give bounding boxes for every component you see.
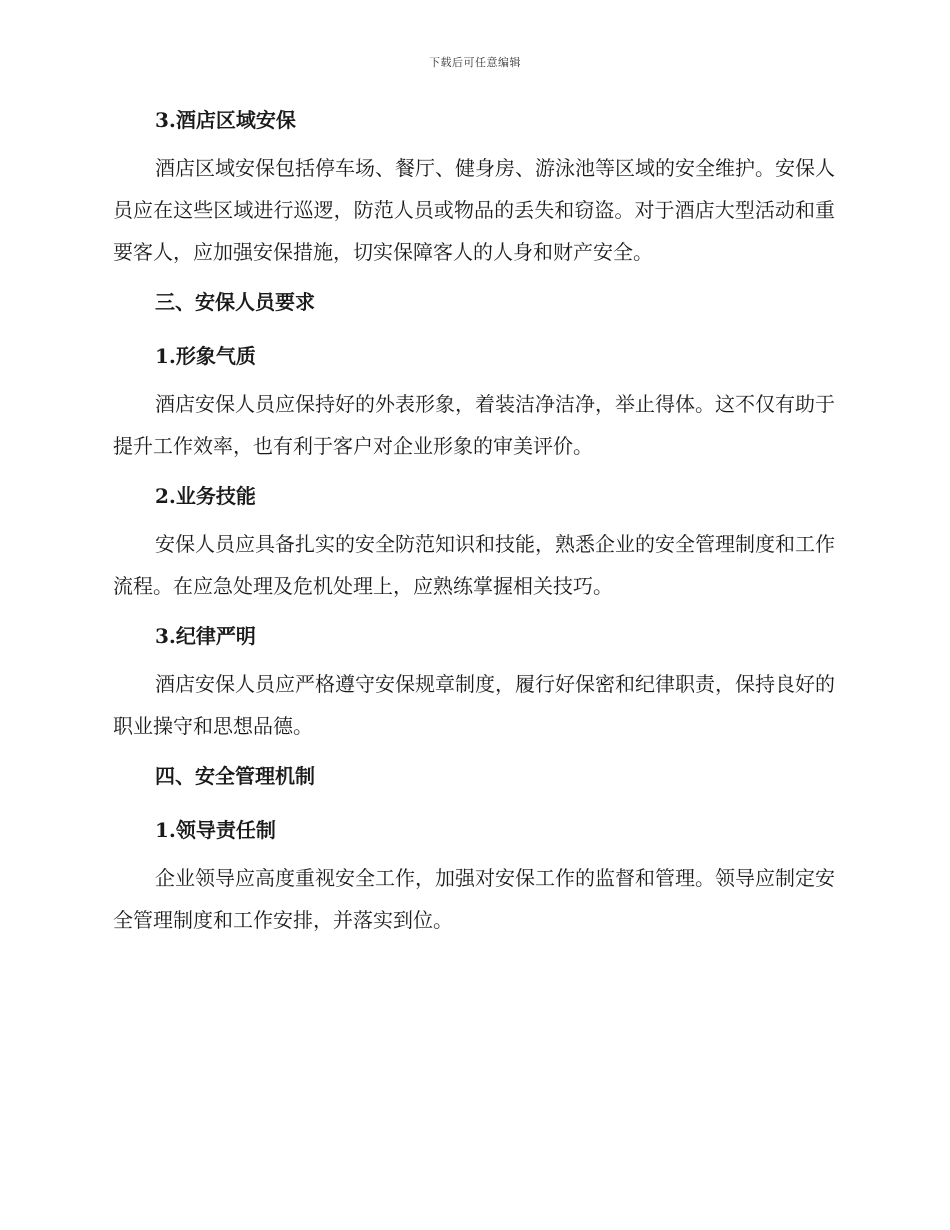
section-heading: 1.领导责任制: [155, 818, 276, 842]
chapter-heading: 三、安保人员要求: [155, 290, 315, 314]
section-heading: 1.形象气质: [155, 344, 256, 368]
paragraph: 酒店安保人员应保持好的外表形象，着装洁净洁净，举止得体。这不仅有助于提升工作效率，也有利于客户对企业形象的审美评价。: [113, 392, 835, 458]
section-heading: 2.业务技能: [155, 484, 256, 508]
paragraph: 安保人员应具备扎实的安全防范知识和技能，熟悉企业的安全管理制度和工作流程。在应急处理及危机处理上，应熟练掌握相关技巧。: [113, 532, 835, 598]
section-heading: 3.纪律严明: [155, 624, 256, 648]
paragraph: 酒店安保人员应严格遵守安保规章制度，履行好保密和纪律职责，保持良好的职业操守和思想品德。: [113, 672, 835, 738]
document-body: [113, 106, 835, 941]
paragraph: 酒店区域安保包括停车场、餐厅、健身房、游泳池等区域的安全维护。安保人员应在这些区域进行巡逻，防范人员或物品的丢失和窃盗。对于酒店大型活动和重要客人，应加强安保措施，切实保障客人的人身和财产安全。: [113, 156, 835, 264]
paragraph: 企业领导应高度重视安全工作，加强对安保工作的监督和管理。领导应制定安全管理制度和工作安排，并落实到位。: [113, 866, 835, 932]
section-heading: 3.酒店区域安保: [155, 108, 296, 132]
chapter-heading: 四、安全管理机制: [155, 764, 315, 788]
page-header: 下载后可任意编辑: [429, 56, 521, 69]
